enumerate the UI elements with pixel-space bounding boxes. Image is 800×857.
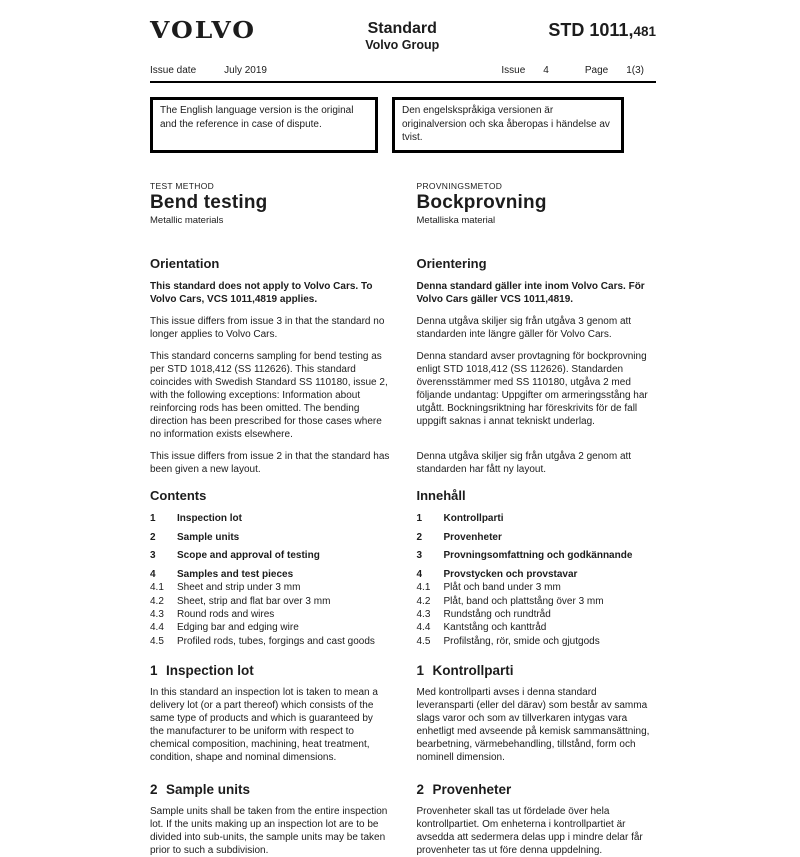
section-1-body-swedish: Med kontrollparti avses i denna standard leveransparti (eller del därav) som består av samma slags varor och som av tillverkaren intygas vara enhetligt med avseende på kemisk sammansättning, bearbetning, värmebehandling, tillstånd, form och nominell dimension. [416, 687, 650, 764]
two-column-body [150, 181, 656, 857]
org-subtitle: Volvo Group [365, 38, 440, 53]
toc-num: 4 [416, 569, 423, 581]
toc-num: 4 [150, 569, 156, 581]
orientation-heading-english: Orientation [150, 255, 220, 271]
toc-item [150, 532, 390, 544]
toc-item [417, 550, 657, 562]
toc-label: Sample units [177, 531, 240, 543]
section-2-body-swedish: Provenheter skall tas ut fördelade över hela kontrollpartiet. Om enheterna i kontrollpartiet är avsedda att sedermera delas upp i mindre delar får provenheter tas ut före denna uppdelning. [416, 806, 643, 857]
toc-num: 1 [150, 512, 156, 524]
orientation-heading-swedish: Orientering [416, 255, 487, 271]
orientation-paragraph: This standard concerns sampling for bend testing as per STD 1018,412 (SS 112626). This standard coincides with Swedish Standard SS 110180, issue 2, with the following exceptions: Information about reinforcing rods has been omitted. The bending direction has been prescribed for those cases where no information exists elsewhere. [150, 350, 388, 440]
orientation-paragraph: Denna utgåva skiljer sig från utgåva 2 genom att standarden har fått ny layout. [416, 450, 632, 475]
toc-item [417, 513, 657, 525]
orientation-lead-swedish: Denna standard gäller inte inom Volvo Cars. För Volvo Cars gäller VCS 1011,4819. [416, 280, 645, 305]
notice-box-english: The English language version is the original and the reference in case of dispute. [150, 97, 378, 153]
section-title: Sample units [166, 782, 251, 798]
toc-num: 4.4 [150, 622, 164, 634]
section-title: Kontrollparti [432, 663, 514, 679]
toc-num: 4.3 [416, 609, 431, 621]
issue-label: Issue [501, 65, 526, 77]
toc-item [150, 636, 390, 648]
toc-item [417, 609, 657, 621]
section-num: 2 [150, 782, 158, 798]
issue-date-value: July 2019 [224, 65, 267, 77]
toc-label: Provningsomfattning och godkännande [443, 550, 633, 562]
toc-num: 2 [150, 531, 156, 543]
orientation-paragraph: This issue differs from issue 2 in that the standard has been given a new layout. [150, 450, 390, 475]
doc-number-main: STD 1011, [548, 20, 634, 40]
orientation-paragraph: Denna standard avser provtagning för bockprovning enligt STD 1018,412 (SS 112626). Standarden överensstämmer med SS 110180, utgåva 2 med följande undantag: Uppgifter om armeringsstång har utgått. Bockningsriktning har föreskrivits för de fall uppgift saknas i annat tekniskt underlag. [416, 350, 648, 427]
issue-value: 4 [543, 65, 549, 77]
toc-label: Edging bar and edging wire [177, 622, 299, 634]
document-header [150, 18, 656, 52]
section-title: Provenheter [432, 782, 512, 798]
toc-item [150, 582, 390, 594]
toc-label: Samples and test pieces [177, 569, 294, 581]
toc-label: Provenheter [443, 531, 502, 543]
section-2-heading-english [150, 782, 390, 797]
section-2-body-english: Sample units shall be taken from the entire inspection lot. If the units making up an inspection lot are to be divided into sub-units, the sample units may be taken prior to such a subdivision. [150, 806, 388, 857]
header-meta-row [150, 65, 656, 83]
section-title: Inspection lot [166, 663, 254, 679]
toc-label: Sheet and strip under 3 mm [177, 582, 301, 594]
doc-subtitle-swedish: Metalliska material [416, 214, 496, 226]
contents-heading-swedish: Innehåll [416, 487, 466, 503]
section-num: 1 [416, 663, 425, 679]
section-1-heading-english [150, 663, 390, 678]
toc-label: Round rods and wires [177, 609, 275, 621]
section-num: 1 [150, 663, 158, 679]
toc-item [150, 513, 390, 525]
toc-label: Sheet, strip and flat bar over 3 mm [177, 595, 331, 607]
toc-num: 3 [150, 550, 156, 562]
toc-num: 4.1 [150, 582, 164, 594]
document-page [150, 18, 656, 857]
toc-num: 3 [416, 550, 423, 562]
toc-item [150, 622, 390, 634]
toc-num: 4.5 [150, 635, 164, 647]
doc-subtitle-english: Metallic materials [150, 214, 224, 226]
toc-label: Kontrollparti [443, 512, 504, 524]
section-2-heading-swedish [417, 782, 657, 797]
toc-label: Inspection lot [177, 512, 242, 524]
toc-num: 2 [416, 531, 423, 543]
toc-label: Rundstång och rundtråd [443, 609, 551, 621]
toc-item [417, 636, 657, 648]
toc-item [150, 609, 390, 621]
orientation-paragraph: This issue differs from issue 3 in that the standard no longer applies to Volvo Cars. [150, 315, 385, 340]
section-1-body-english: In this standard an inspection lot is taken to mean a delivery lot (or a part thereof) which consists of the same type of products and which is guaranteed by the manufacturer to be uniform with respect to chemical composition, machining, heat treatment, condition, shape and nominal dimensions. [150, 687, 378, 764]
toc-item [417, 596, 657, 608]
toc-num: 4.5 [416, 635, 431, 647]
doc-number [548, 20, 656, 41]
issue-page-group [501, 65, 656, 76]
doc-number-suffix: 481 [633, 24, 656, 39]
header-title-block [365, 20, 439, 52]
toc-item [417, 569, 657, 581]
orientation-lead-english: This standard does not apply to Volvo Cars. To Volvo Cars, VCS 1011,4819 applies. [150, 280, 373, 305]
volvo-logo: VOLVO [150, 17, 257, 44]
toc-label: Provstycken och provstavar [443, 569, 578, 581]
toc-label: Profilstång, rör, smide och gjutgods [443, 635, 600, 647]
doc-title-swedish: Bockprovning [416, 191, 547, 213]
toc-num: 1 [416, 512, 423, 524]
toc-item [150, 596, 390, 608]
toc-label: Scope and approval of testing [177, 550, 320, 562]
doc-type-title: Standard [367, 20, 437, 37]
toc-item [150, 550, 390, 562]
doc-title-english: Bend testing [150, 191, 268, 213]
notice-row [150, 97, 656, 153]
toc-label: Profiled rods, tubes, forgings and cast goods [177, 635, 375, 647]
toc-label: Plåt och band under 3 mm [443, 582, 561, 594]
page-value: 1(3) [626, 65, 644, 77]
toc-num: 4.3 [150, 609, 164, 621]
issue-date-label: Issue date [150, 65, 197, 77]
toc-item [417, 622, 657, 634]
orientation-paragraph: Denna utgåva skiljer sig från utgåva 3 genom att standarden inte längre gäller för Volvo Cars. [416, 315, 632, 340]
toc-num: 4.1 [416, 582, 431, 594]
toc-item [150, 569, 390, 581]
kicker-english: TEST METHOD [150, 180, 215, 191]
toc-label: Plåt, band och plattstång över 3 mm [443, 595, 604, 607]
kicker-swedish: PROVNINGSMETOD [416, 180, 503, 191]
toc-num: 4.2 [150, 595, 164, 607]
toc-num: 4.2 [416, 595, 431, 607]
toc-label: Kantstång och kanttråd [443, 622, 547, 634]
toc-item [417, 532, 657, 544]
notice-box-swedish: Den engelskspråkiga versionen är originalversion och ska åberopas i händelse av tvist. [392, 97, 624, 153]
toc-item [417, 582, 657, 594]
section-1-heading-swedish [417, 663, 657, 678]
section-num: 2 [416, 782, 425, 798]
toc-num: 4.4 [416, 622, 431, 634]
contents-heading-english: Contents [150, 487, 207, 503]
page-label: Page [584, 65, 609, 77]
